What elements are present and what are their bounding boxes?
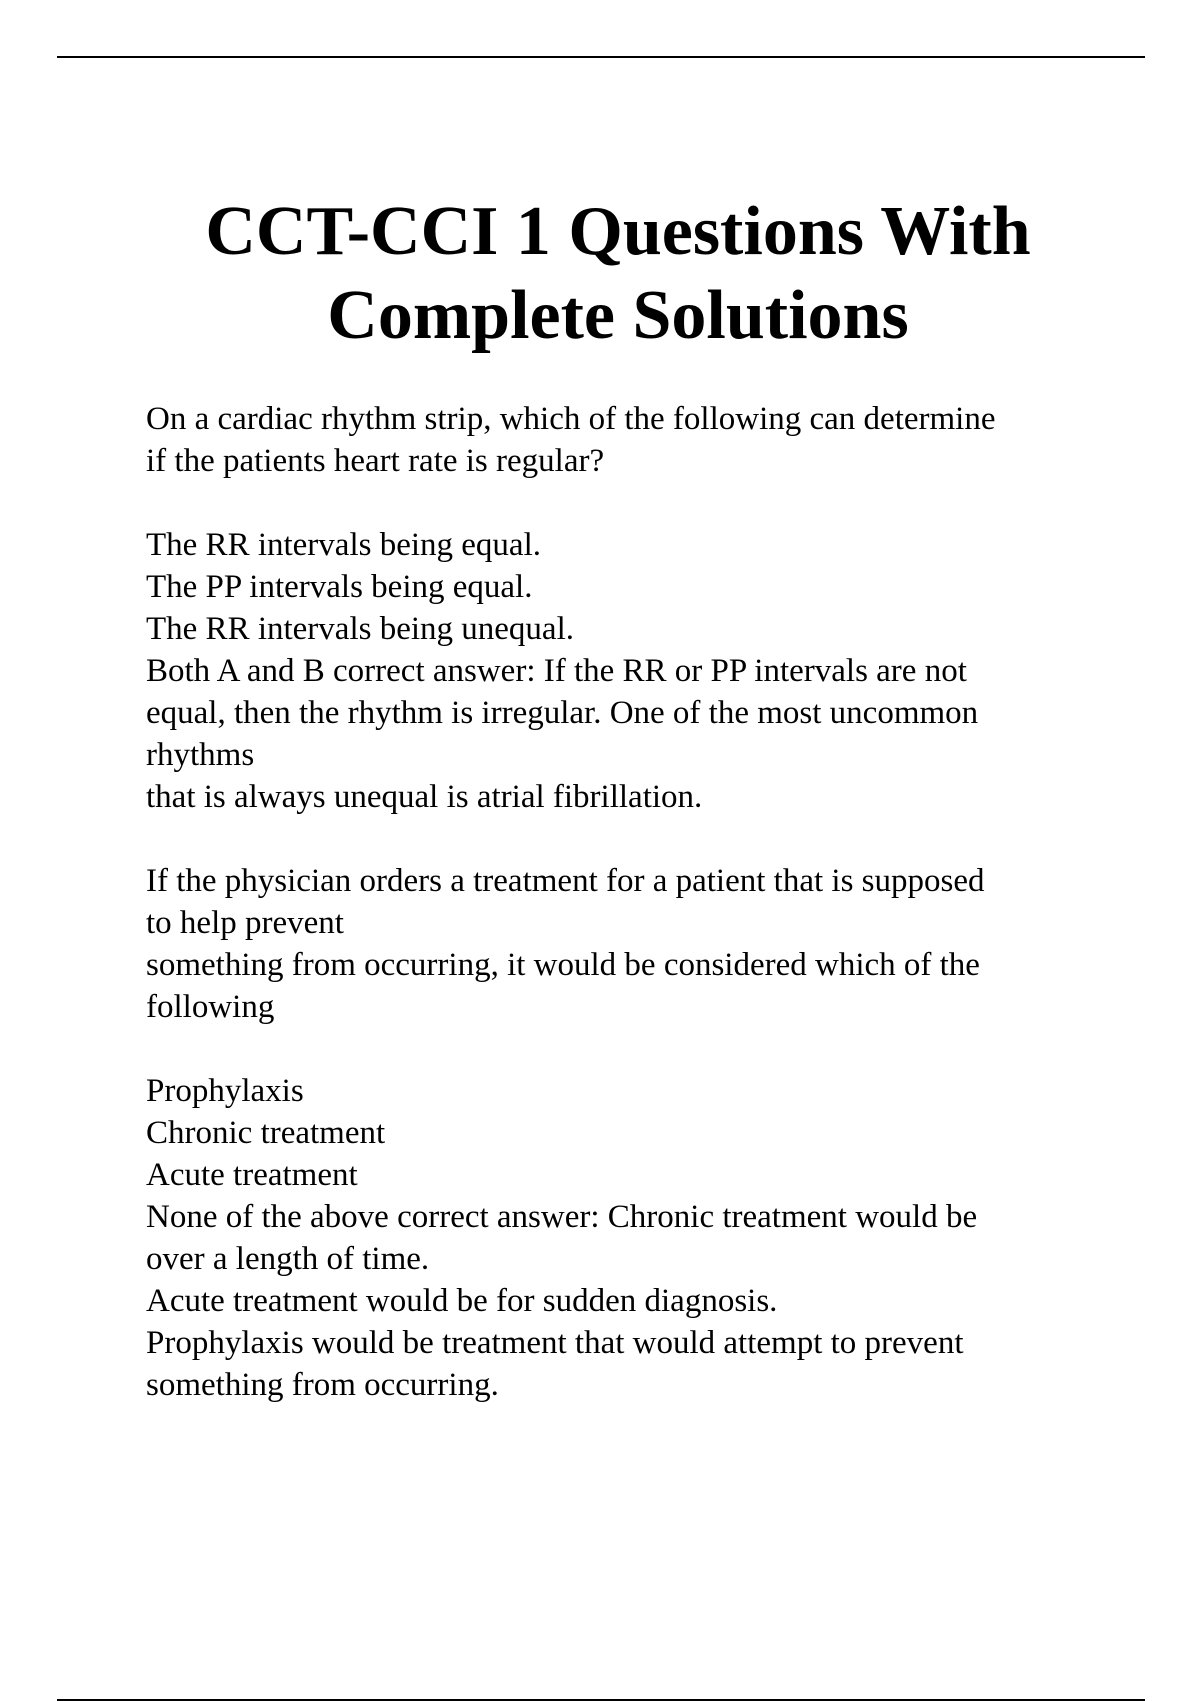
answer-explanation: Prophylaxis would be treatment that would attempt to prevent	[146, 1325, 964, 1361]
answer-explanation: Acute treatment would be for sudden diagnosis.	[146, 1283, 778, 1319]
question-text: to help prevent	[146, 905, 344, 941]
spacer	[146, 1028, 1126, 1070]
answer-explanation: something from occurring.	[146, 1367, 499, 1403]
question-text: if the patients heart rate is regular?	[146, 443, 605, 479]
question-text: something from occurring, it would be considered which of the	[146, 947, 980, 983]
answer-explanation: over a length of time.	[146, 1241, 430, 1277]
spacer	[146, 818, 1126, 860]
spacer	[146, 482, 1126, 524]
question-text: If the physician orders a treatment for a patient that is supposed	[146, 863, 985, 899]
answer-option: Chronic treatment	[146, 1115, 386, 1151]
answer-option: Prophylaxis	[146, 1073, 304, 1109]
answer-option: The PP intervals being equal.	[146, 569, 533, 605]
answer-explanation: None of the above correct answer: Chronic treatment would be	[146, 1199, 978, 1235]
title-line: Complete Solutions	[327, 277, 909, 354]
answer-explanation: rhythms	[146, 737, 255, 773]
document-title	[100, 190, 1136, 358]
title-line: CCT-CCI 1 Questions With	[205, 193, 1031, 270]
answer-explanation: equal, then the rhythm is irregular. One of the most uncommon	[146, 695, 979, 731]
document-body	[146, 398, 1126, 1406]
question-text: On a cardiac rhythm strip, which of the following can determine	[146, 401, 996, 437]
answer-option: Acute treatment	[146, 1157, 358, 1193]
question-text: following	[146, 989, 275, 1025]
question-block-2	[146, 860, 1126, 1406]
answer-option: The RR intervals being equal.	[146, 527, 541, 563]
answer-option: The RR intervals being unequal.	[146, 611, 574, 647]
answer-explanation: that is always unequal is atrial fibrillation.	[146, 779, 703, 815]
answer-explanation: Both A and B correct answer: If the RR or PP intervals are not	[146, 653, 967, 689]
header-rule	[57, 56, 1145, 58]
question-block-1	[146, 398, 1126, 818]
